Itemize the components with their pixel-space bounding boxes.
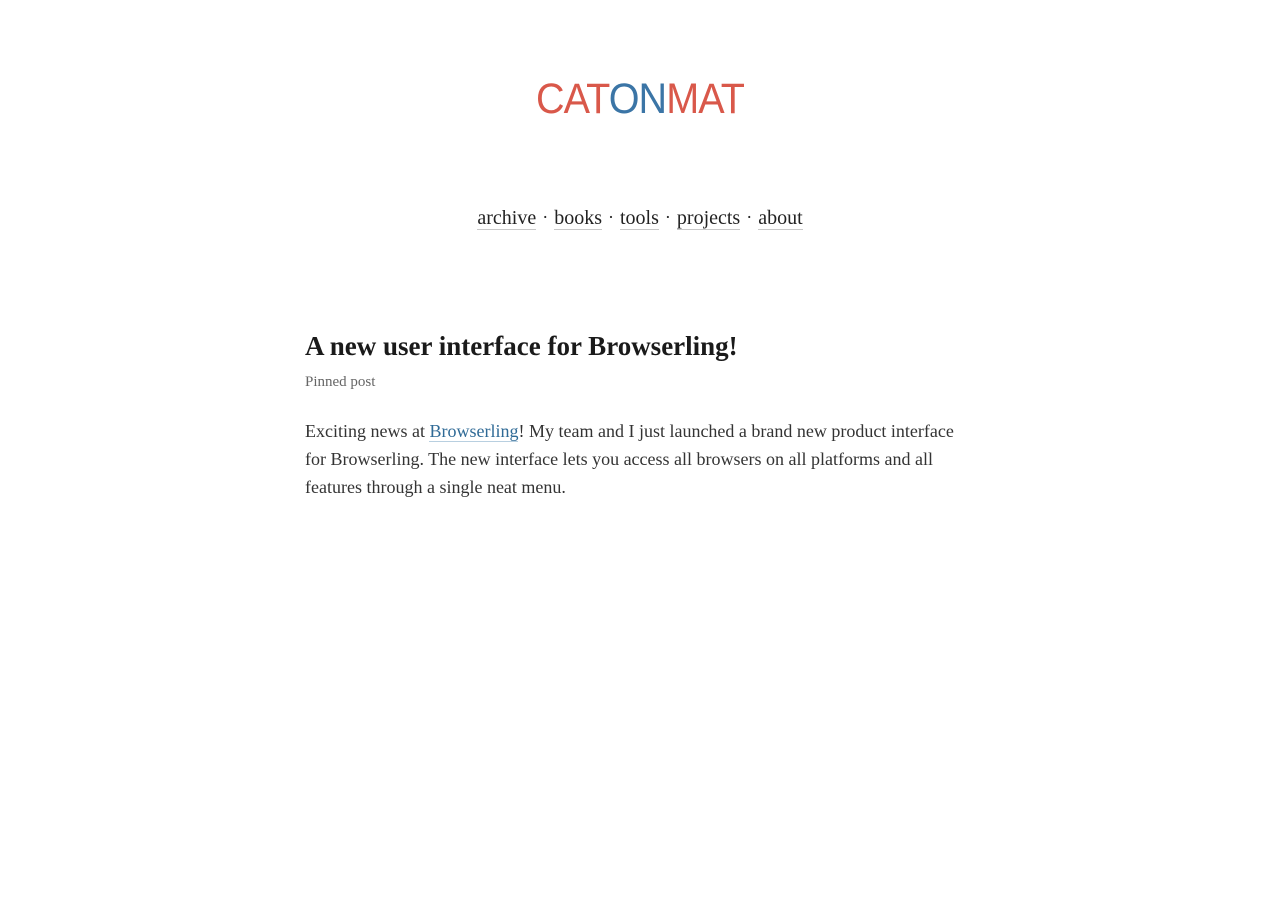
- post-body: [305, 417, 965, 501]
- site-logo[interactable]: [51, 73, 1229, 125]
- nav-link-tools[interactable]: tools: [620, 207, 659, 229]
- logo-part-cat: CAT: [535, 75, 609, 123]
- post-title[interactable]: A new user interface for Browserling!: [305, 331, 738, 361]
- nav-link-books[interactable]: books: [554, 207, 602, 229]
- post-meta: Pinned post: [305, 374, 376, 390]
- nav-separator: ·: [746, 207, 753, 227]
- post-body-prefix: Exciting news at: [305, 421, 430, 441]
- pinned-post: [305, 326, 965, 501]
- nav-link-projects[interactable]: projects: [676, 207, 741, 229]
- nav-separator: ·: [664, 207, 671, 227]
- logo-part-on: ON: [608, 75, 667, 123]
- logo-part-mat: MAT: [666, 75, 745, 123]
- nav-link-archive[interactable]: archive: [477, 207, 537, 229]
- main-nav: [0, 204, 1280, 232]
- nav-link-about[interactable]: about: [758, 207, 803, 229]
- post-body-suffix: ! My team and I just launched a brand new product interface for Browserling. The new interface lets you access all browsers on all platforms and all features through a single neat menu.: [305, 421, 954, 497]
- nav-separator: ·: [608, 207, 614, 227]
- browserling-link[interactable]: Browserling: [429, 421, 519, 441]
- nav-separator: ·: [542, 207, 549, 227]
